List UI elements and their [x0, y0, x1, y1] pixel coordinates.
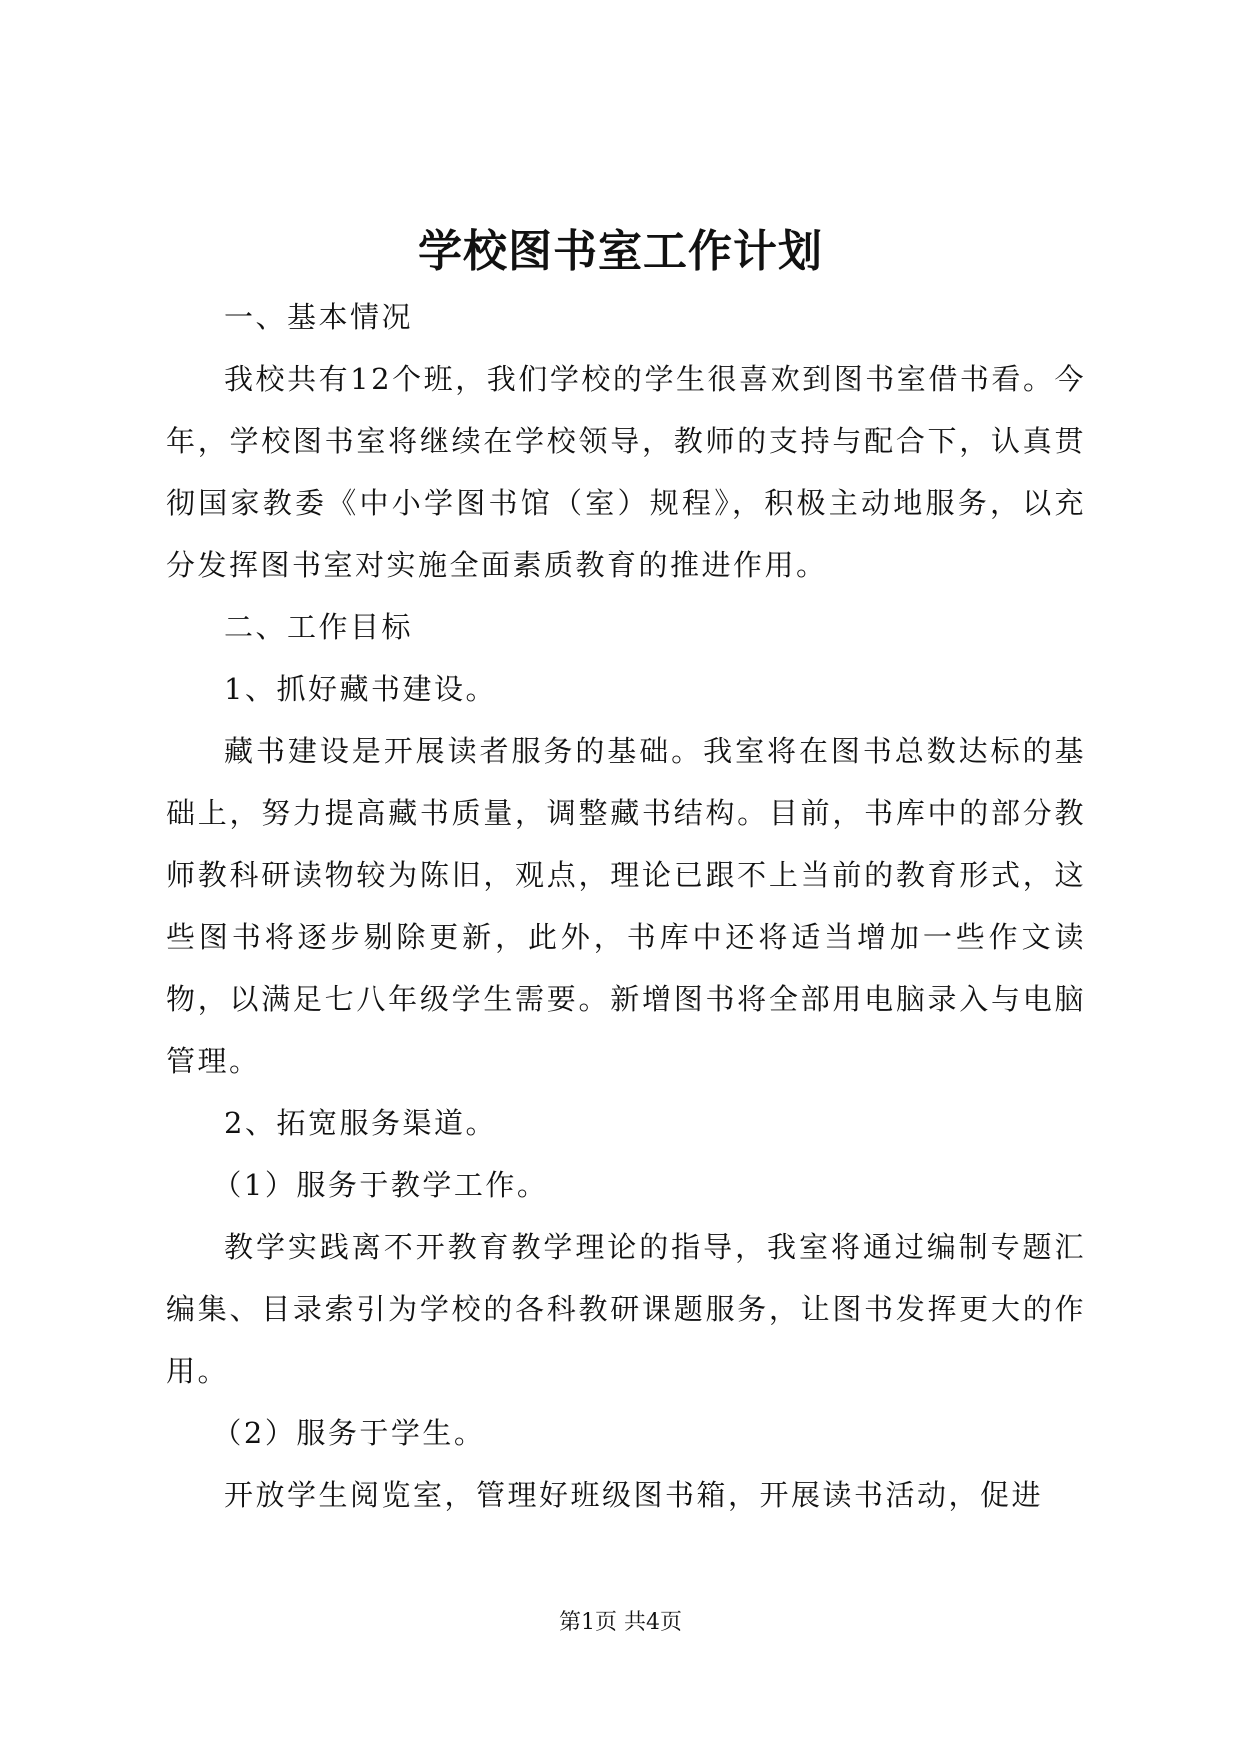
subheading-serve-teaching: （1）服务于教学工作。	[212, 1168, 549, 1202]
subheading-service-channels: 2、拓宽服务渠道。	[224, 1106, 497, 1140]
section-heading-basic-situation: 一、基本情况	[224, 300, 414, 334]
paragraph-basic-situation: 我校共有12个班，我们学校的学生很喜欢到图书室借书看。今年，学校图书室将继续在学校领导，教师的支持与配合下，认真贯彻国家教委《中小学图书馆（室）规程》，积极主动地服务，以充分发挥图书室对实施全面素质教育的推进作用。	[166, 362, 1086, 582]
paragraph-collection-building: 藏书建设是开展读者服务的基础。我室将在图书总数达标的基础上，努力提高藏书质量，调整藏书结构。目前，书库中的部分教师教科研读物较为陈旧，观点，理论已跟不上当前的教育形式，这些图书将逐步剔除更新，此外，书库中还将适当增加一些作文读物，以满足七八年级学生需要。新增图书将全部用电脑录入与电脑管理。	[166, 734, 1086, 1078]
page-number-label: 第1页 共4页	[559, 1610, 682, 1635]
paragraph-serve-students: 开放学生阅览室，管理好班级图书箱，开展读书活动，促进	[224, 1478, 1044, 1512]
page-footer	[0, 1608, 1241, 1638]
subheading-collection-building: 1、抓好藏书建设。	[224, 672, 497, 706]
document-title: 学校图书室工作计划	[418, 226, 823, 277]
document-body	[166, 286, 1086, 1526]
section-heading-work-goals: 二、工作目标	[224, 610, 414, 644]
subheading-serve-students: （2）服务于学生。	[212, 1416, 486, 1450]
paragraph-serve-teaching: 教学实践离不开教育教学理论的指导，我室将通过编制专题汇编集、目录索引为学校的各科教研课题服务，让图书发挥更大的作用。	[166, 1230, 1086, 1388]
